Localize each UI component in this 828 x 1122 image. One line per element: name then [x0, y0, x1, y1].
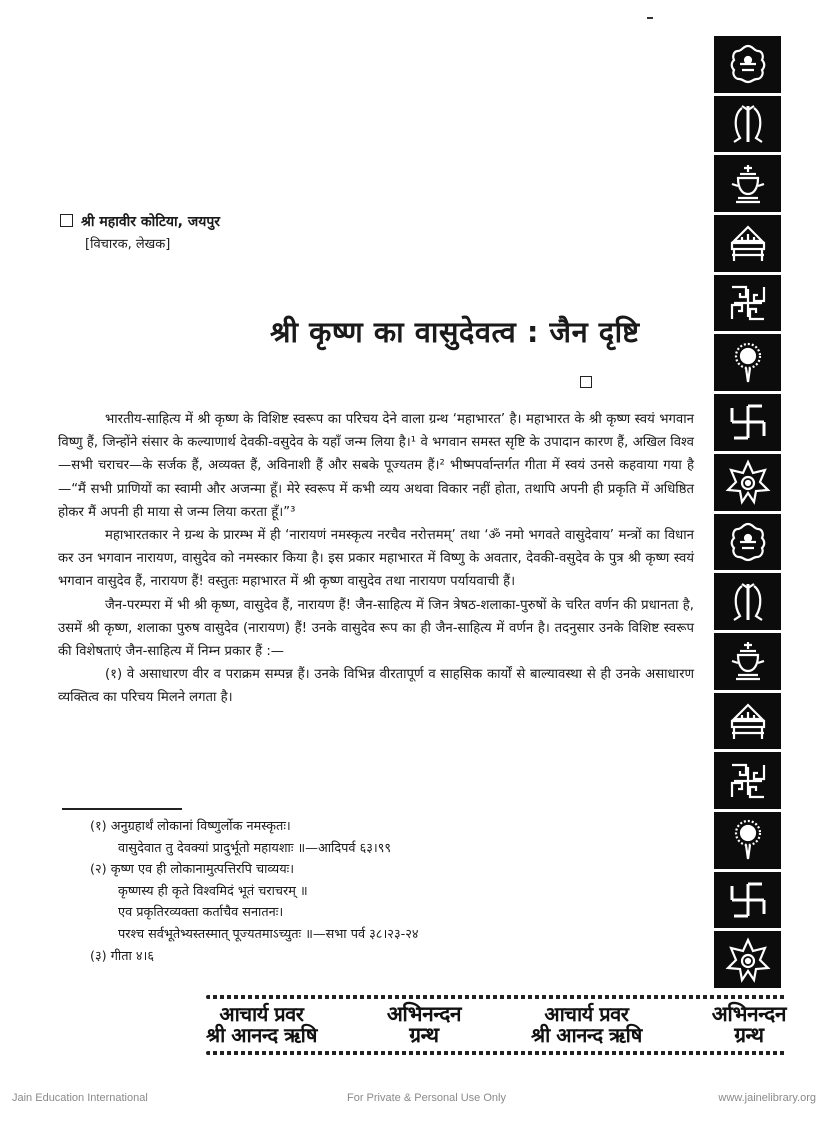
footnote-divider [62, 808, 182, 810]
paragraph: महाभारतकार ने ग्रन्थ के प्रारम्भ में ही ‘नारायणं नमस्कृत्य नरचैव नरोत्तमम्’ तथा ‘ॐ नमो भगवते वासुदेवाय’ मन्त्रों का विधान कर उन भगवान नारायण, वासुदेव को नमस्कार किया है। इस प्रकार महाभारत में विष्णु के अवतार, देवकी-वसुदेव के पुत्र श्री कृष्ण स्वयं भगवान वासुदेव हैं, नारायण हैं! वस्तुतः महाभारत में श्री कृष्ण वासुदेव तथा नारायण पर्यायवाची हैं। [58, 528, 694, 590]
scan-mark [647, 17, 653, 19]
banner-block-acharya: आचार्य प्रवर श्री आनन्द ऋषि [206, 1002, 317, 1047]
footnote-line: परश्च सर्वभूतेभ्यस्तस्मात् पूज्यतमाऽच्युतः ॥—सभा पर्व ३८।२३-२४ [118, 926, 419, 942]
swastika-icon [714, 394, 781, 451]
footnote-line: एव प्रकृतिरव्यक्ता कर्ताचैव सनातनः। [118, 905, 284, 921]
swastika-icon [714, 872, 781, 929]
wave-border [206, 1051, 786, 1055]
paragraph: जैन-परम्परा में भी श्री कृष्ण, वासुदेव हैं, नारायण हैं! जैन-साहित्य में जिन त्रेषठ-शलाका-पुरुषों के चरित वर्णन की प्रधानता है, उसमें श्री कृष्ण, शलाका पुरुष वासुदेव (नारायण) हैं! उनके वासुदेव रूप का ही जैन-साहित्य में वर्णन है। तदनुसार उनके विशिष्ट स्वरूप की विशेषताएं जैन-साहित्य में निम्न प्रकार हैं :— [58, 597, 694, 660]
paragraph: (१) वे असाधारण वीर व पराक्रम सम्पन्न हैं। उनके विभिन्न वीरतापूर्ण व साहसिक कार्यों से बाल्यावस्था से ही उनके असाधारण व्यक्तित्व का परिचय मिलने लगता है। [58, 667, 694, 706]
footer-website-link[interactable]: www.jainelibrary.org [718, 1092, 816, 1104]
throne-icon [714, 215, 781, 272]
footnote-line: कृष्णस्य ही कृते विश्वमिदं भूतं चराचरम् ॥ [118, 883, 308, 899]
footer-publisher: Jain Education International [12, 1092, 148, 1104]
banner-block-granth: अभिनन्दन ग्रन्थ [386, 1002, 462, 1047]
article-title: श्री कृष्ण का वासुदेवत्व : जैन दृष्टि [270, 315, 640, 349]
author-role: [विचारक, लेखक] [85, 237, 171, 252]
abhinandan-granth-banner [206, 995, 786, 1055]
mirror-icon [714, 334, 781, 391]
square-bullet-icon [580, 376, 592, 388]
square-bullet-icon [60, 214, 73, 227]
mirror-icon [714, 812, 781, 869]
paragraph: भारतीय-साहित्य में श्री कृष्ण के विशिष्ट स्वरूप का परिचय देने वाला ग्रन्थ ‘महाभारत’ है। महाभारत के श्री कृष्ण स्वयं भगवान विष्णु हैं, जिन्होंने संसार के कल्याणार्थ देवकी-वसुदेव के यहाँ जन्म लिया है।¹ वे भगवान समस्त सृष्टि के उपादान कारण हैं, अखिल विश्व—सभी चराचर—के सर्जक हैं, अव्यक्त हैं, अविनाशी हैं और सबके पूज्यतम हैं।² भीष्मपर्वान्तर्गत गीता में स्वयं उनसे कहवाया गया है—“मैं सभी प्राणियों का स्वामी और अजन्मा हूँ। मेरे स्वरूप में कभी व्यय अथवा विकार नहीं होता, तथापि अपनी ही प्रकृति में अधिष्ठित होकर मैं अपनी ही माया से जन्म लिया करता हूँ।”³ [58, 412, 694, 520]
footnotes [90, 816, 530, 967]
nandyavarta-icon [714, 752, 781, 809]
wave-border [206, 995, 786, 999]
footnote-line: वासुदेवात तु देवक्यां प्रादुर्भूतो महायशाः ॥—आदिपर्व ६३।९९ [118, 840, 392, 856]
throne-icon [714, 693, 781, 750]
nandyavarta-icon [714, 275, 781, 332]
star-lotus-icon [714, 931, 781, 988]
footnote-line: (१) अनुग्रहार्थं लोकानां विष्णुर्लोक नमस्कृतः। [90, 819, 291, 834]
banner-block-granth: अभिनन्दन ग्रन्थ [711, 1002, 786, 1047]
article-body [58, 408, 694, 710]
kalash-pot-icon [714, 155, 781, 212]
footnote-line: (३) गीता ४।६ [90, 948, 155, 964]
twin-fish-icon [714, 96, 781, 153]
author-name: श्री महावीर कोटिया, जयपुर [81, 214, 221, 230]
flower-medallion-icon [714, 514, 781, 571]
star-lotus-icon [714, 454, 781, 511]
footer-usage-note: For Private & Personal Use Only [347, 1092, 506, 1104]
banner-block-acharya: आचार्य प्रवर श्री आनन्द ऋषि [530, 1002, 642, 1047]
twin-fish-icon [714, 573, 781, 630]
kalash-pot-icon [714, 633, 781, 690]
ornament-strip [714, 36, 781, 988]
author-line [60, 212, 220, 232]
flower-medallion-icon [714, 36, 781, 93]
footnote-line: (२) कृष्ण एव ही लोकानामुत्पत्तिरपि चाव्ययः। [90, 862, 295, 878]
